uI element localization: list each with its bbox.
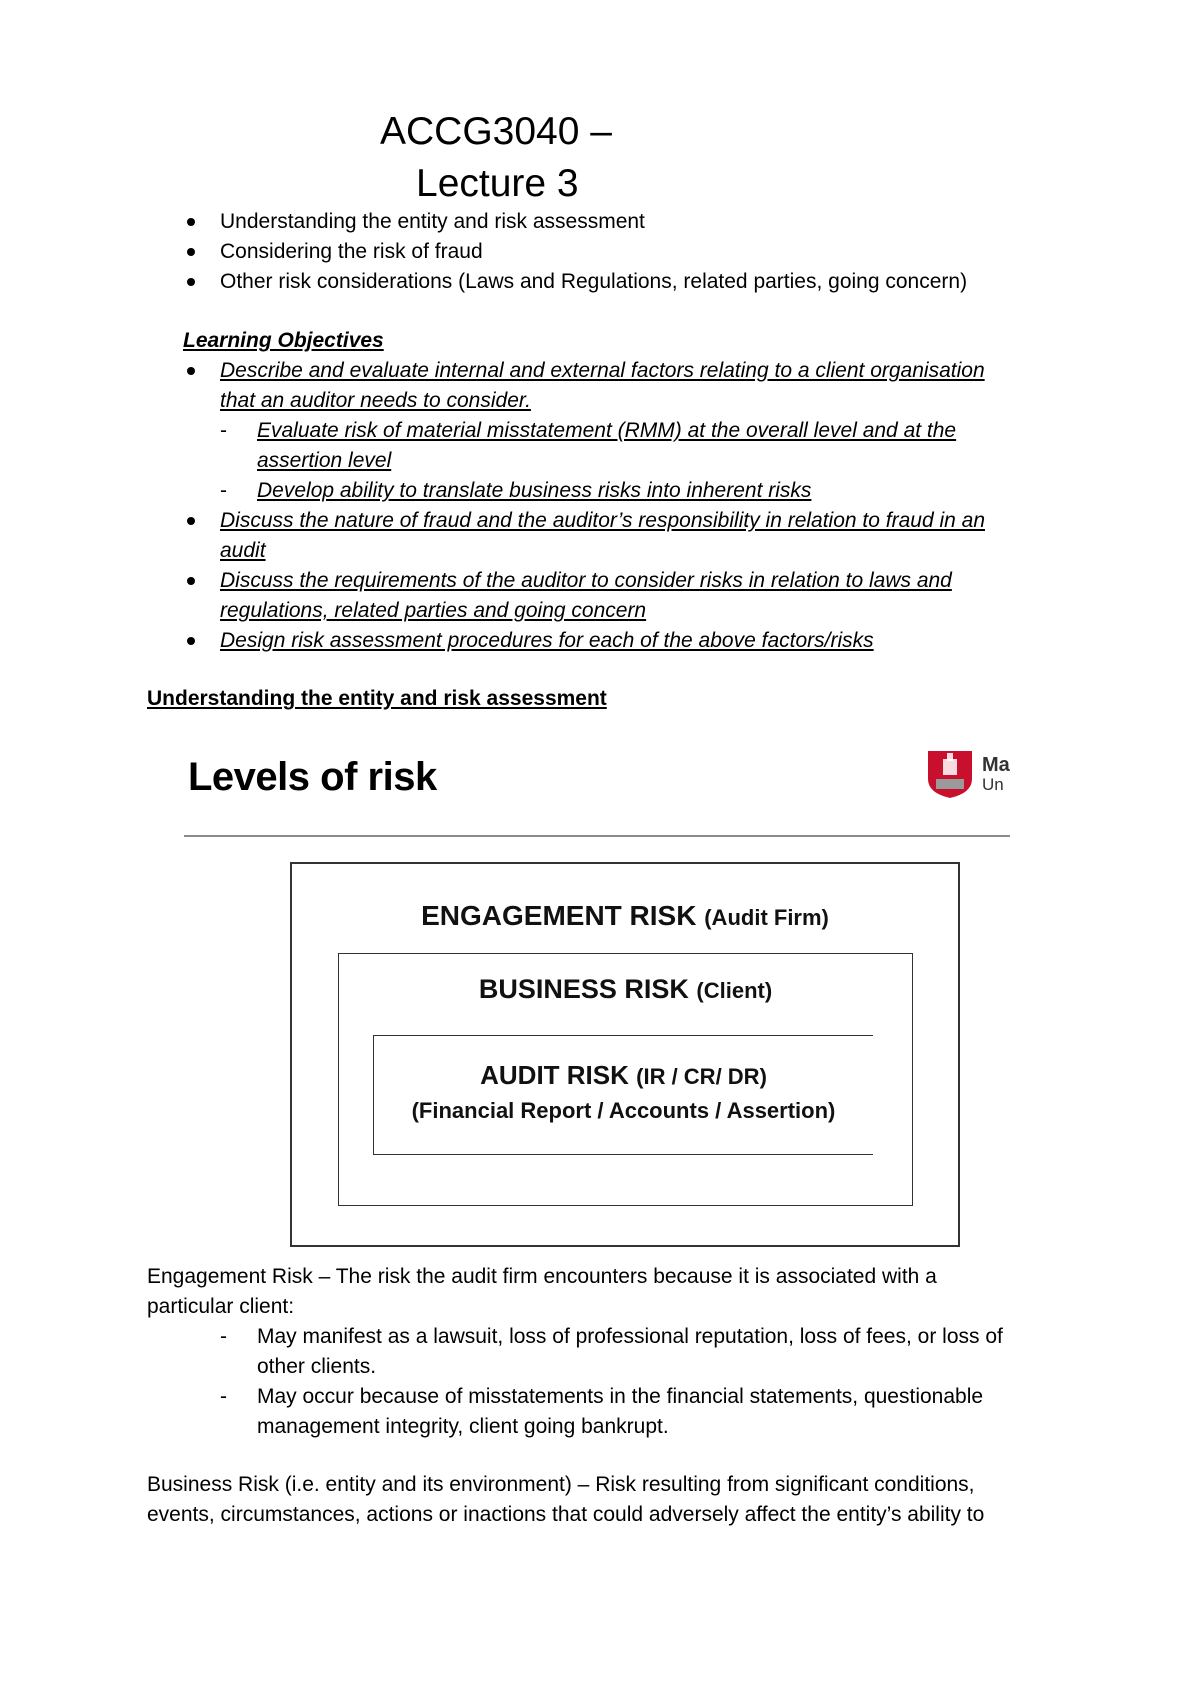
university-logo-text: Ma Un [982,755,1010,794]
engagement-risk-point: - May manifest as a lawsuit, loss of professional reputation, loss of fees, or loss of other clients. [220,1325,1003,1378]
title-line-1: ACCG3040 – [380,110,612,153]
business-risk-paragraph: Business Risk (i.e. entity and its environment) – Risk resulting from significant conditions, events, circumstances, actions or inactions that could adversely affect the entity’s ability to [147,1473,985,1526]
audit-risk-label: AUDIT RISK (IR / CR/ DR) [480,1060,767,1090]
slide-title: Levels of risk [188,755,437,799]
document-title [380,106,740,210]
title-line-2: Lecture 3 [416,162,579,205]
topics-list [147,207,1047,297]
objective-subitem: - Develop ability to translate business risks into inherent risks [220,479,812,502]
bullet-icon [187,517,195,525]
audit-risk-box [373,1035,873,1155]
topic-item: Considering the risk of fraud [147,237,1047,267]
bullet-icon [187,577,195,585]
objective-subitem: - Evaluate risk of material misstatement (RMM) at the overall level and at the assertion level [220,419,957,472]
slide-divider [184,835,1010,837]
business-risk-label: BUSINESS RISK (Client) [478,974,773,1004]
section-heading: Understanding the entity and risk assessment [147,687,607,710]
objective-item: Discuss the nature of fraud and the auditor’s responsibility in relation to fraud in an audit [147,506,1047,566]
audit-risk-scope-label: (Financial Report / Accounts / Assertion) [411,1098,836,1123]
bullet-icon [187,218,195,226]
engagement-risk-label: ENGAGEMENT RISK (Audit Firm) [421,900,829,931]
university-crest-icon [926,749,974,799]
objective-item: Describe and evaluate internal and external factors relating to a client organisation that an auditor needs to consider. [147,356,1047,416]
bullet-icon [187,367,195,375]
engagement-risk-point: - May occur because of misstatements in the financial statements, questionable management integrity, client going bankrupt. [220,1385,984,1438]
learning-objectives [147,326,1047,656]
bullet-icon [187,248,195,256]
topic-item: Understanding the entity and risk assessment [147,207,1047,237]
engagement-risk-paragraph: Engagement Risk – The risk the audit firm encounters because it is associated with a particular client: - May manifest as a lawsuit, loss of professional reputation, loss of fees, or loss of other clients. - May occur because of misstatements in the financial statements, questionable management integrity, client going bankrupt. [147,1262,1047,1442]
objective-item: Discuss the requirements of the auditor to consider risks in relation to laws and regulations, related parties and going concern [147,566,1047,626]
topic-item: Other risk considerations (Laws and Regulations, related parties, going concern) [147,267,1047,297]
objective-item: Design risk assessment procedures for each of the above factors/risks [147,626,1047,656]
levels-of-risk-slide [180,735,1010,1250]
bullet-icon [187,637,195,645]
learning-objectives-heading: Learning Objectives [183,329,384,352]
bullet-icon [187,278,195,286]
